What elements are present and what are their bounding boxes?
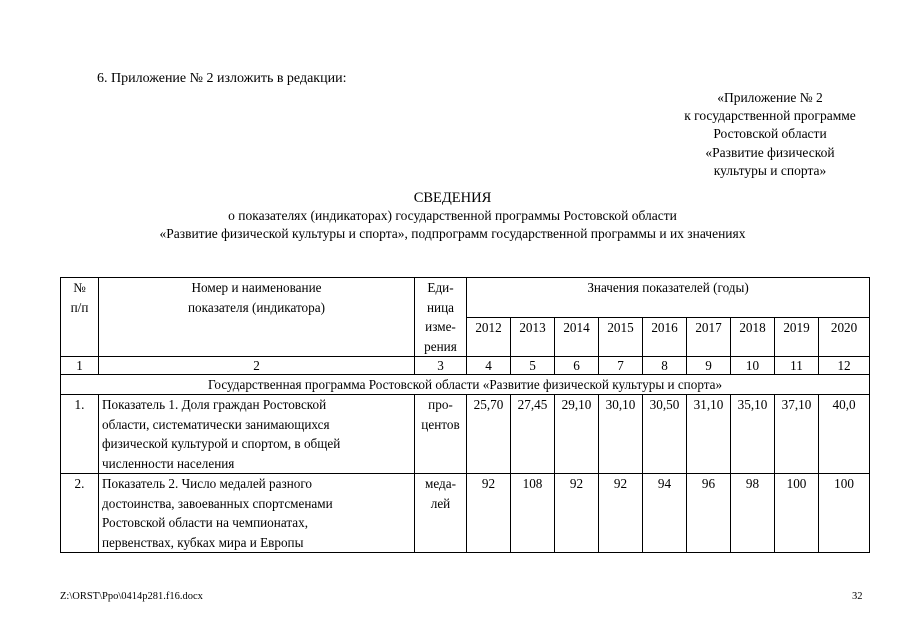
table-row <box>61 395 870 474</box>
document-title <box>0 189 905 243</box>
header-name: Номер и наименование показателя (индикатора) <box>99 278 415 357</box>
column-index: 8 <box>643 357 687 375</box>
value-cell: 92 <box>599 474 643 553</box>
row-number: 1. <box>61 395 99 474</box>
indicator-name: Показатель 2. Число медалей разного достоинства, завоеванных спортсменами Ростовской области на чемпионатах, первенствах, кубках мира и Европы <box>99 474 415 553</box>
title-line: «Развитие физической культуры и спорта», подпрограмм государственной программы и их значениях <box>159 226 746 241</box>
value-cell: 31,10 <box>687 395 731 474</box>
appendix-line: к государственной программе <box>684 108 856 124</box>
appendix-reference <box>620 89 905 180</box>
value-cell: 27,45 <box>511 395 555 474</box>
appendix-line: Ростовской области <box>713 126 827 142</box>
header-year: 2015 <box>599 317 643 357</box>
unit-cell: меда- лей <box>415 474 467 553</box>
footer-file-path: Z:\ORST\Ppo\0414p281.f16.docx <box>60 591 203 602</box>
column-index: 1 <box>61 357 99 375</box>
header-year: 2012 <box>467 317 511 357</box>
value-cell: 100 <box>819 474 870 553</box>
value-cell: 30,50 <box>643 395 687 474</box>
column-index: 3 <box>415 357 467 375</box>
table-row <box>61 474 870 553</box>
column-index: 11 <box>775 357 819 375</box>
unit-cell: про- центов <box>415 395 467 474</box>
column-index: 5 <box>511 357 555 375</box>
header-values-title: Значения показателей (годы) <box>467 278 870 318</box>
appendix-line: «Приложение № 2 <box>717 90 823 105</box>
value-cell: 92 <box>467 474 511 553</box>
page-number: 32 <box>852 591 863 602</box>
value-cell: 98 <box>731 474 775 553</box>
column-index: 12 <box>819 357 870 375</box>
header-year: 2020 <box>819 317 870 357</box>
section-row <box>61 375 870 395</box>
value-cell: 100 <box>775 474 819 553</box>
column-index: 9 <box>687 357 731 375</box>
value-cell: 35,10 <box>731 395 775 474</box>
title-line: о показателях (индикаторах) государственной программы Ростовской области <box>228 208 677 223</box>
value-cell: 92 <box>555 474 599 553</box>
column-index-row <box>61 357 870 375</box>
header-no: № п/п <box>61 278 99 357</box>
appendix-line: «Развитие физической <box>705 144 835 160</box>
value-cell: 30,10 <box>599 395 643 474</box>
value-cell: 96 <box>687 474 731 553</box>
column-index: 6 <box>555 357 599 375</box>
intro-text: 6. Приложение № 2 изложить в редакции: <box>97 71 347 86</box>
header-year: 2016 <box>643 317 687 357</box>
header-year: 2017 <box>687 317 731 357</box>
header-year: 2019 <box>775 317 819 357</box>
value-cell: 108 <box>511 474 555 553</box>
row-number: 2. <box>61 474 99 553</box>
title-heading: СВЕДЕНИЯ <box>413 190 492 206</box>
column-index: 2 <box>99 357 415 375</box>
value-cell: 37,10 <box>775 395 819 474</box>
column-index: 4 <box>467 357 511 375</box>
value-cell: 25,70 <box>467 395 511 474</box>
column-index: 7 <box>599 357 643 375</box>
header-year: 2014 <box>555 317 599 357</box>
column-index: 10 <box>731 357 775 375</box>
appendix-line: культуры и спорта» <box>713 162 827 178</box>
indicators-table <box>60 277 870 553</box>
header-unit: Еди- ница изме- рения <box>415 278 467 357</box>
section-title: Государственная программа Ростовской области «Развитие физической культуры и спорта» <box>61 375 870 395</box>
value-cell: 40,0 <box>819 395 870 474</box>
value-cell: 94 <box>643 474 687 553</box>
indicator-name: Показатель 1. Доля граждан Ростовской области, систематически занимающихся физической культурой и спортом, в общей численности населения <box>99 395 415 474</box>
header-year: 2018 <box>731 317 775 357</box>
value-cell: 29,10 <box>555 395 599 474</box>
header-year: 2013 <box>511 317 555 357</box>
header-row <box>61 278 870 318</box>
